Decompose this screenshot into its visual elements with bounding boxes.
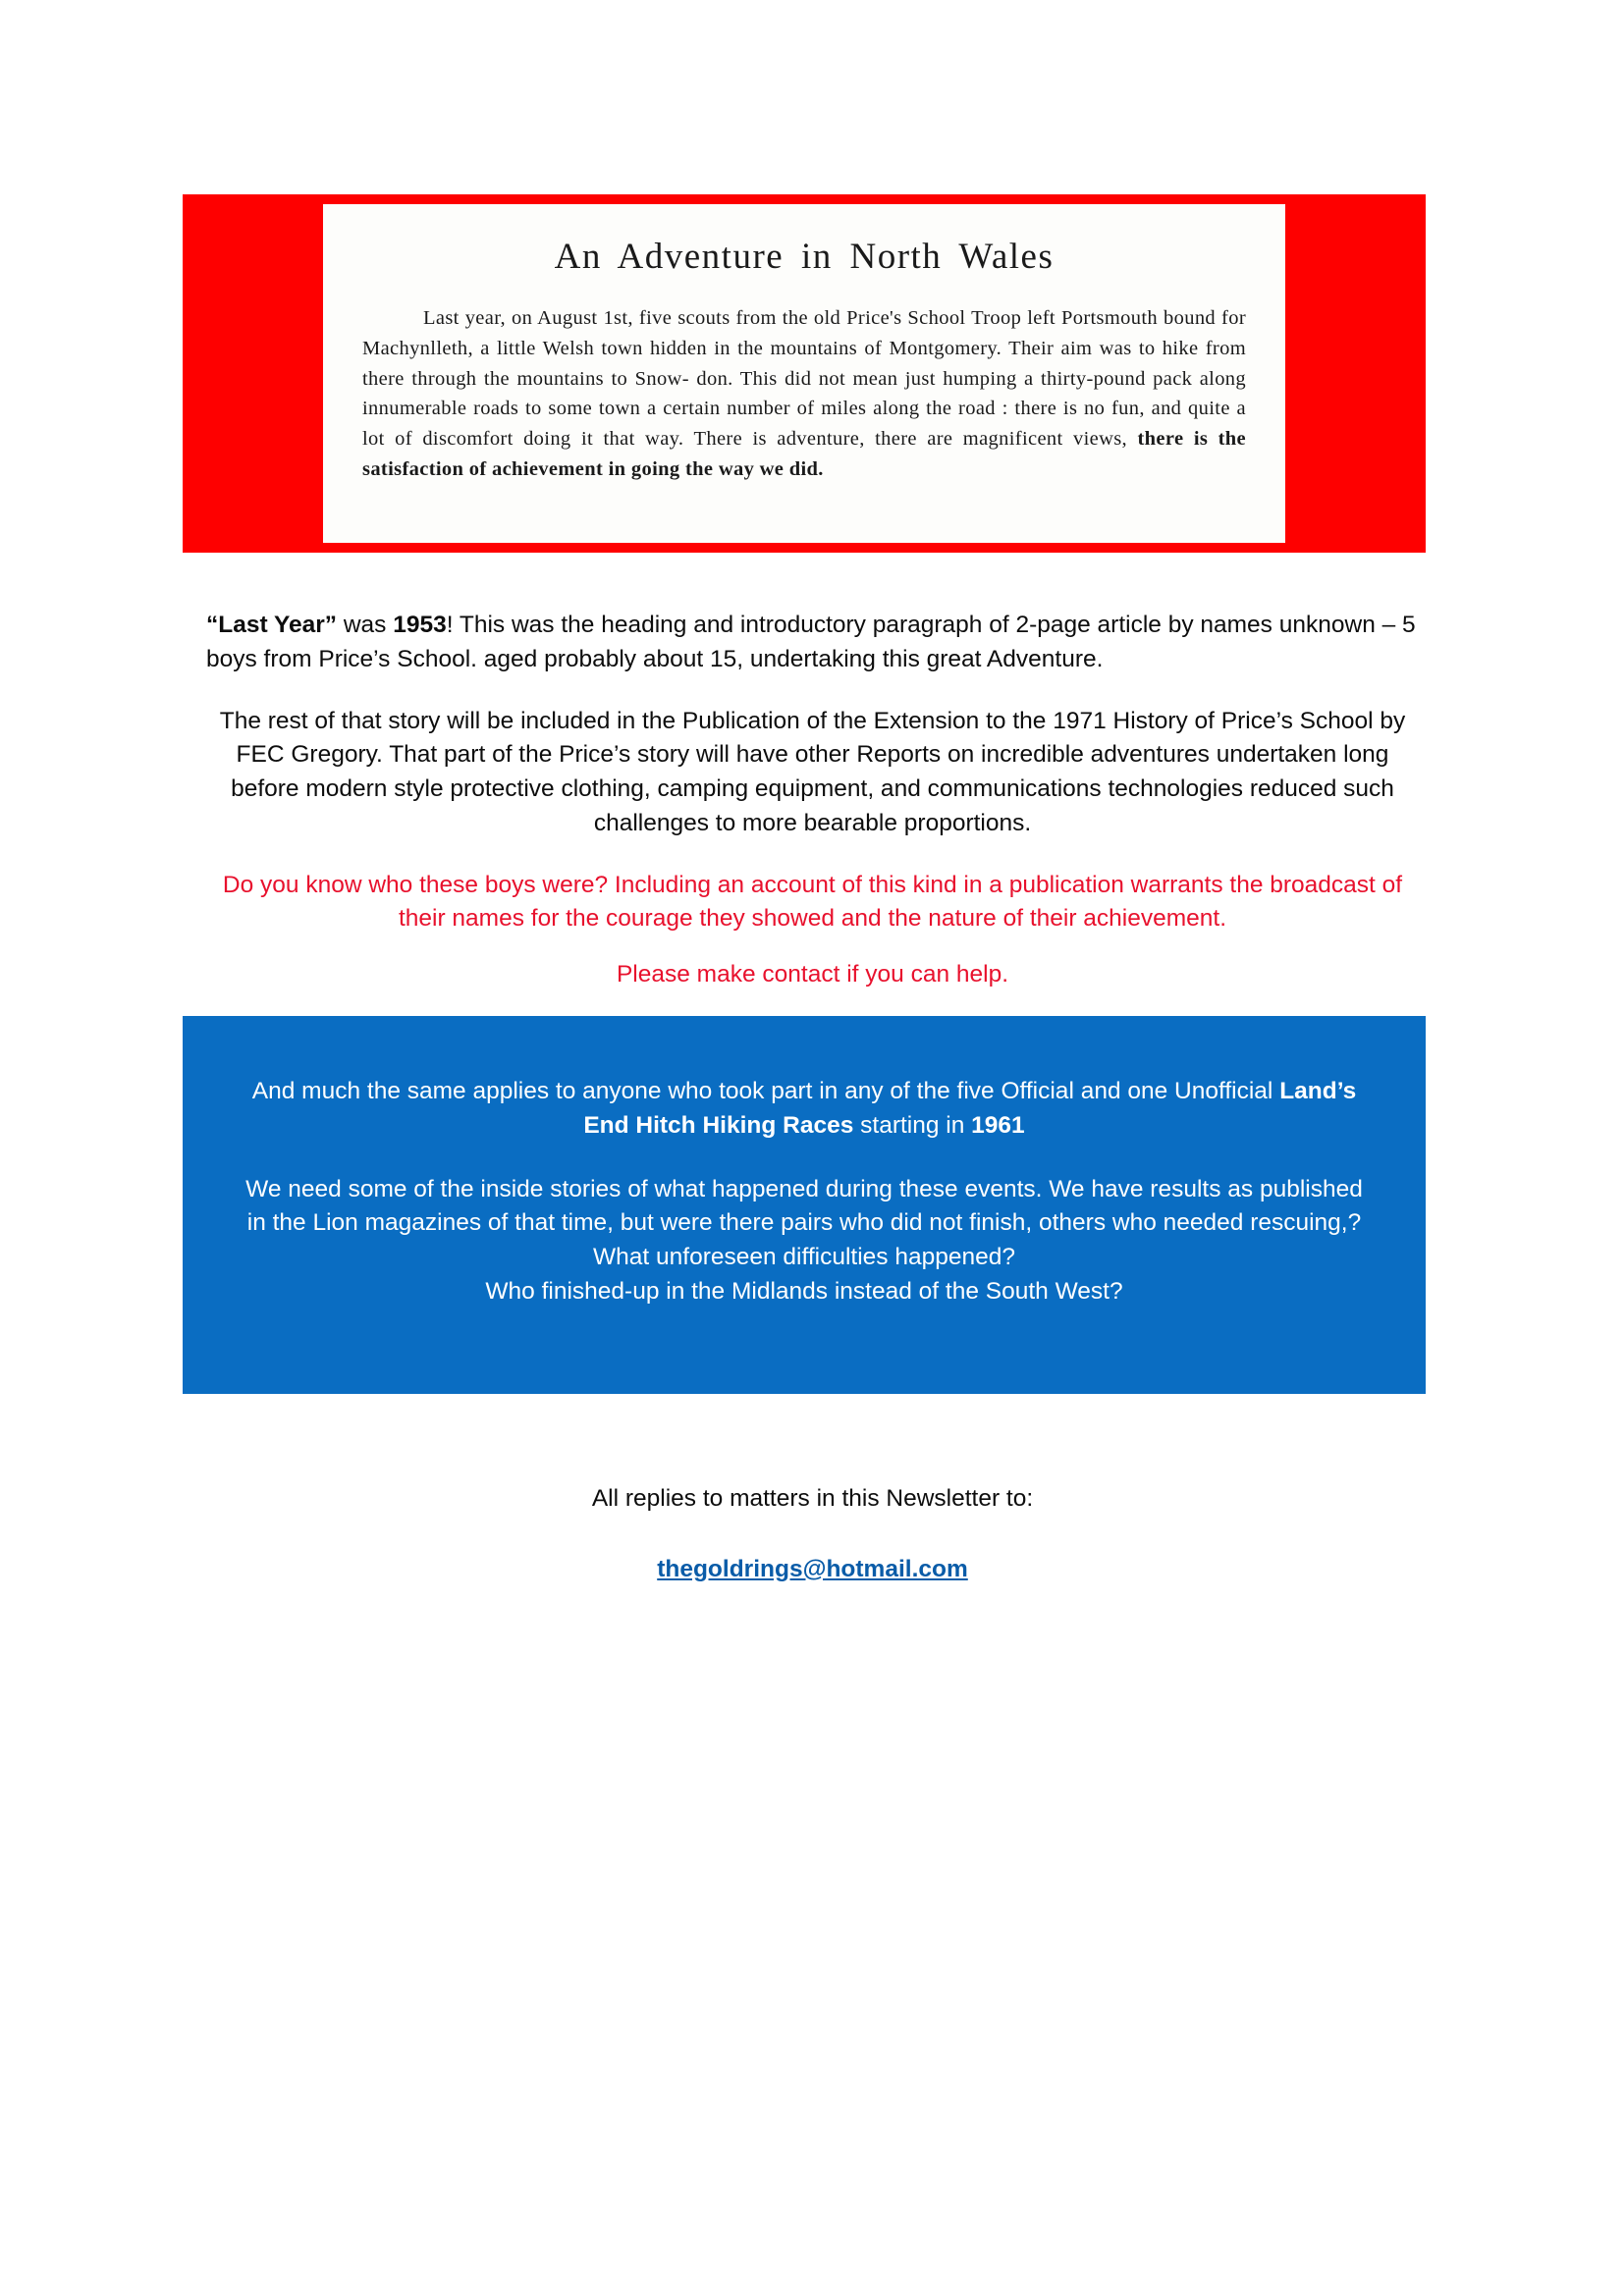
clipping-body (349, 303, 1260, 485)
clipping-line-6: lot of discomfort doing it that way. There is adventure, there are magnificent views, (362, 428, 1128, 450)
newspaper-clipping-frame (183, 194, 1426, 553)
paragraph-publication: The rest of that story will be included in the Publication of the Extension to the 1971 History of Price’s School by FEC Gregory. That part of the Price’s story will have other Reports on incredible adventures undertaken long before modern style protective clothing, camping equipment, and communications technologies reduced such challenges to more bearable proportions. (219, 707, 1406, 836)
newspaper-clipping (323, 204, 1285, 543)
callout-start-year: 1961 (971, 1111, 1025, 1139)
callout-p1-part1: And much the same applies to anyone who took part in any of the five Official and one Unofficial (251, 1078, 1280, 1104)
clipping-line-5: to some town a certain number of miles along the road : there is no fun, and quite a (525, 398, 1246, 420)
callout-p1-part2: starting in (853, 1111, 972, 1139)
lead-rest: ! This was the heading and introductory paragraph of 2-page article by names unknown – 5 boys from Price’s School. aged probably about 15, undertaking this great Adventure. (206, 612, 1416, 672)
lead-mid: was (337, 612, 394, 638)
clipping-line-1: Last year, on August 1st, five scouts from the old Price's School Troop left (423, 307, 1056, 329)
footer-block (206, 1482, 1419, 1583)
callout-p2-line2: Who finished-up in the Midlands instead of the South West? (485, 1277, 1123, 1305)
clipping-headline: An Adventure in North Wales (554, 237, 1055, 277)
contact-email-link[interactable]: thegoldrings@hotmail.com (657, 1555, 968, 1582)
lead-year: 1953 (393, 612, 447, 638)
lead-quote: “Last Year” (206, 612, 338, 638)
clipping-line-3: Montgomery. Their aim was to hike from there through the mountains to Snow- (362, 337, 1246, 390)
paragraph-contact-request: Please make contact if you can help. (616, 961, 1009, 988)
paragraph-intro (206, 609, 1419, 677)
callout-p2-line1: We need some of the inside stories of what happened during these events. We have results as published in the Lion magazines of that time, but were there pairs who did not finish, others who needed rescuing,? What unforeseen difficulties happened? (245, 1175, 1363, 1271)
clipping-line-7: there is the satisfaction of achievement in going the way we did. (362, 428, 1247, 480)
callout-race-name: Land’s End Hitch Hiking Races (583, 1078, 1357, 1139)
main-prose (206, 609, 1419, 992)
callout-paragraph-1 (244, 1075, 1365, 1144)
clipping-line-2: Portsmouth bound for Machynlleth, a little Welsh town hidden in the mountains of (362, 307, 1246, 359)
replies-line: All replies to matters in this Newsletter to: (591, 1485, 1034, 1512)
callout-paragraph-2 (244, 1173, 1365, 1309)
callout-block (183, 1016, 1426, 1394)
paragraph-appeal: Do you know who these boys were? Including an account of this kind in a publication warrants the broadcast of their names for the courage they showed and the nature of their achievement. (222, 871, 1403, 933)
clipping-line-4: don. This did not mean just humping a thirty-pound pack along innumerable roads (362, 367, 1247, 420)
